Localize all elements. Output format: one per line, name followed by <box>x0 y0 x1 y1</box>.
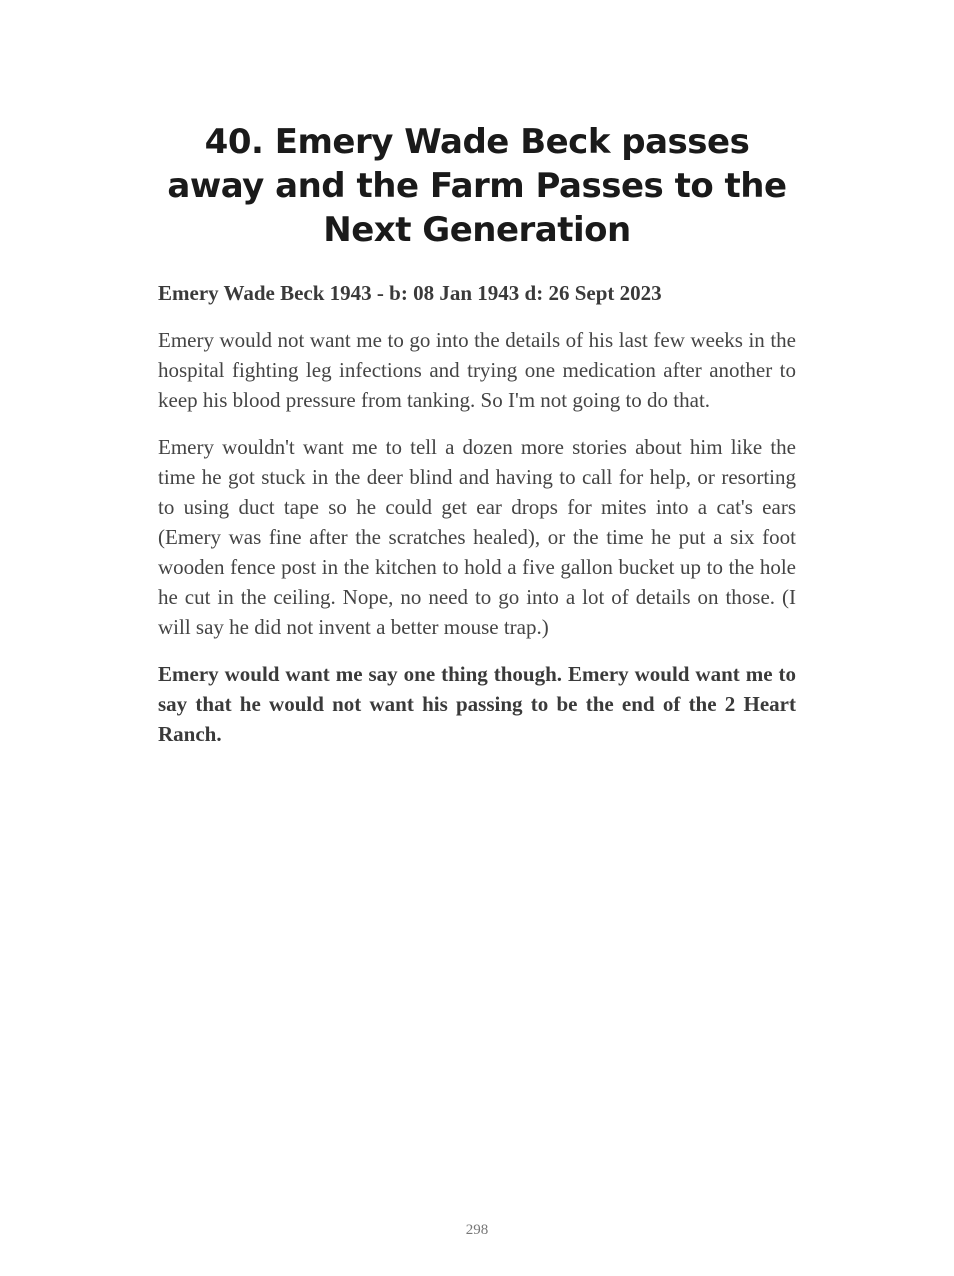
page-number: 298 <box>465 1222 489 1238</box>
document-page <box>158 0 796 1276</box>
closing-statement: Emery would want me say one thing though. Emery would want me to say that he would not want his passing to be the end of the 2 Heart Ranch. <box>158 662 796 746</box>
paragraph-stories: Emery wouldn't want me to tell a dozen more stories about him like the time he got stuck in the deer blind and having to call for help, or resorting to using duct tape so he could get ear drops for mites into a cat's ears (Emery was fine after the scratches healed), or the time he put a six foot wooden fence post in the kitchen to hold a five gallon bucket up to the hole he cut in the ceiling. Nope, no need to go into a lot of details on those. (I will say he did not invent a better mouse trap.) <box>158 435 796 639</box>
chapter-body <box>158 278 796 766</box>
paragraph-hospital: Emery would not want me to go into the details of his last few weeks in the hospital fighting leg infections and trying one medication after another to keep his blood pressure from tanking. So I'm not going to do that. <box>158 328 796 412</box>
chapter-title: 40. Emery Wade Beck passes away and the Farm Passes to the Next Generation <box>167 122 787 250</box>
subheading: Emery Wade Beck 1943 - b: 08 Jan 1943 d: 26 Sept 2023 <box>158 281 662 305</box>
